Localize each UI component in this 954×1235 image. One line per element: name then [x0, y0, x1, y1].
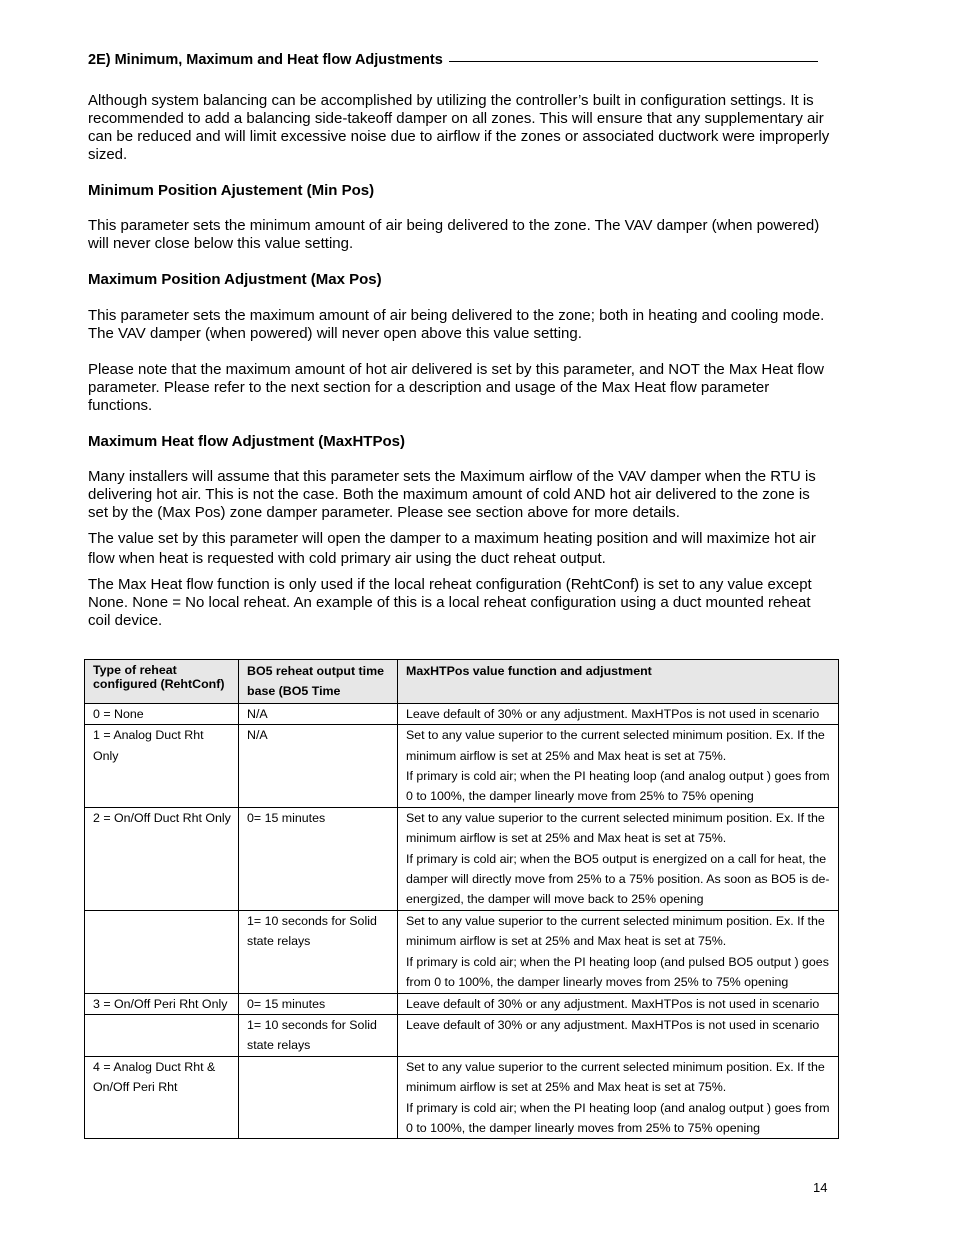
function-note: If primary is cold air; when the PI heating loop (and pulsed BO5 output ) goes from 0 to 100%, the damper linearly moves from 25% to 75% opening: [406, 954, 829, 990]
cell-reheat-type: [85, 1014, 239, 1056]
header-maxhtpos-function: MaxHTPos value function and adjustment: [398, 660, 839, 704]
cell-bo5-time: [239, 1056, 398, 1139]
cell-reheat-type: [85, 910, 239, 993]
cell-reheat-type: 3 = On/Off Peri Rht Only: [85, 993, 239, 1014]
section-heading: [88, 52, 818, 68]
cell-bo5-time: 0= 15 minutes: [239, 993, 398, 1014]
max-heat-paragraph-2: The value set by this parameter will open the damper to a maximum heating position and will maximize hot air flow when heat is requested with cold primary air using the duct reheat output.: [88, 530, 816, 567]
cell-reheat-type: 2 = On/Off Duct Rht Only: [85, 807, 239, 910]
cell-function: [398, 807, 839, 910]
table-row: [85, 1014, 839, 1056]
max-heat-heading: Maximum Heat flow Adjustment (MaxHTPos): [88, 433, 405, 450]
table-row: [85, 725, 839, 808]
cell-bo5-time: N/A: [239, 725, 398, 808]
function-note: If primary is cold air; when the PI heating loop (and analog output ) goes from 0 to 100%, the damper linearly move from 25% to 75% opening: [406, 769, 830, 804]
table-row: [85, 910, 839, 993]
min-pos-paragraph: This parameter sets the minimum amount of air being delivered to the zone. The VAV damper (when powered) will never close below this value setting.: [88, 217, 820, 252]
function-text: Set to any value superior to the current selected minimum position. Ex. If the minimum airflow is set at 25% and Max heat is set at 75%.: [406, 810, 825, 846]
reheat-config-table: [84, 659, 839, 1139]
cell-function: Leave default of 30% or any adjustment. MaxHTPos is not used in scenario: [398, 1014, 839, 1056]
max-pos-paragraph-1: This parameter sets the maximum amount of air being delivered to the zone; both in heating and cooling mode. The VAV damper (when powered) will never open above this value setting.: [88, 307, 825, 342]
function-text: Set to any value superior to the current selected minimum position. Ex. If the minimum airflow is set at 25% and Max heat is set at 75%.: [406, 728, 825, 763]
min-pos-heading: Minimum Position Ajustement (Min Pos): [88, 182, 375, 199]
cell-function: [398, 910, 839, 993]
header-bo5-time: BO5 reheat output time base (BO5 Time: [239, 660, 398, 704]
function-note: If primary is cold air; when the BO5 output is energized on a call for heat, the damper will directly move from 25% to a 75% position. As soon as BO5 is de-energized, the damper will move back to 25% opening: [406, 851, 830, 907]
intro-paragraph: Although system balancing can be accomplished by utilizing the controller’s built in configuration settings. It is recommended to add a balancing side-takeoff damper on all zones. This will ensure that any supplementary air can be reduced and will limit excessive noise due to airflow if the zones or associated ductwork were improperly sized.: [88, 92, 830, 163]
cell-function: [398, 1056, 839, 1139]
table-row: [85, 703, 839, 724]
cell-bo5-time: N/A: [239, 703, 398, 724]
header-reheat-type: Type of reheat configured (RehtConf): [85, 660, 239, 704]
function-text: Set to any value superior to the current selected minimum position. Ex. If the minimum airflow is set at 25% and Max heat is set at 75%.: [406, 1059, 825, 1095]
max-heat-paragraph-3: The Max Heat flow function is only used if the local reheat configuration (RehtConf) is set to any value except None. None = No local reheat. An example of this is a local reheat configuration using a duct mounted reheat coil device.: [88, 576, 812, 629]
cell-function: Leave default of 30% or any adjustment. MaxHTPos is not used in scenario: [398, 993, 839, 1014]
table-header-row: [85, 660, 839, 704]
cell-bo5-time: 0= 15 minutes: [239, 807, 398, 910]
max-heat-paragraph-1: Many installers will assume that this parameter sets the Maximum airflow of the VAV damper when the RTU is delivering hot air. This is not the case. Both the maximum amount of cold AND hot air delivered to the zone is set by the (Max Pos) zone damper parameter. Please see section above for more details.: [88, 468, 816, 521]
cell-reheat-type: 0 = None: [85, 703, 239, 724]
cell-reheat-type: 1 = Analog Duct Rht Only: [85, 725, 239, 808]
section-title: 2E) Minimum, Maximum and Heat flow Adjustments: [88, 52, 443, 68]
cell-bo5-time: 1= 10 seconds for Solid state relays: [239, 1014, 398, 1056]
heading-rule: [449, 61, 818, 62]
table-row: [85, 1056, 839, 1139]
max-pos-paragraph-2: Please note that the maximum amount of hot air delivered is set by this parameter, and NOT the Max Heat flow parameter. Please refer to the next section for a description and usage of the Max Heat flow parameter functions.: [88, 361, 824, 414]
cell-reheat-type: 4 = Analog Duct Rht & On/Off Peri Rht: [85, 1056, 239, 1139]
cell-bo5-time: 1= 10 seconds for Solid state relays: [239, 910, 398, 993]
table-row: [85, 993, 839, 1014]
page-number: 14: [813, 1180, 828, 1195]
max-pos-heading: Maximum Position Adjustment (Max Pos): [88, 271, 382, 288]
cell-function: [398, 725, 839, 808]
function-text: Set to any value superior to the current selected minimum position. Ex. If the minimum airflow is set at 25% and Max heat is set at 75%.: [406, 913, 825, 949]
function-note: If primary is cold air; when the PI heating loop (and analog output ) goes from 0 to 100%, the damper linearly moves from 25% to 75% opening: [406, 1100, 830, 1135]
cell-function: Leave default of 30% or any adjustment. MaxHTPos is not used in scenario: [398, 703, 839, 724]
table-row: [85, 807, 839, 910]
